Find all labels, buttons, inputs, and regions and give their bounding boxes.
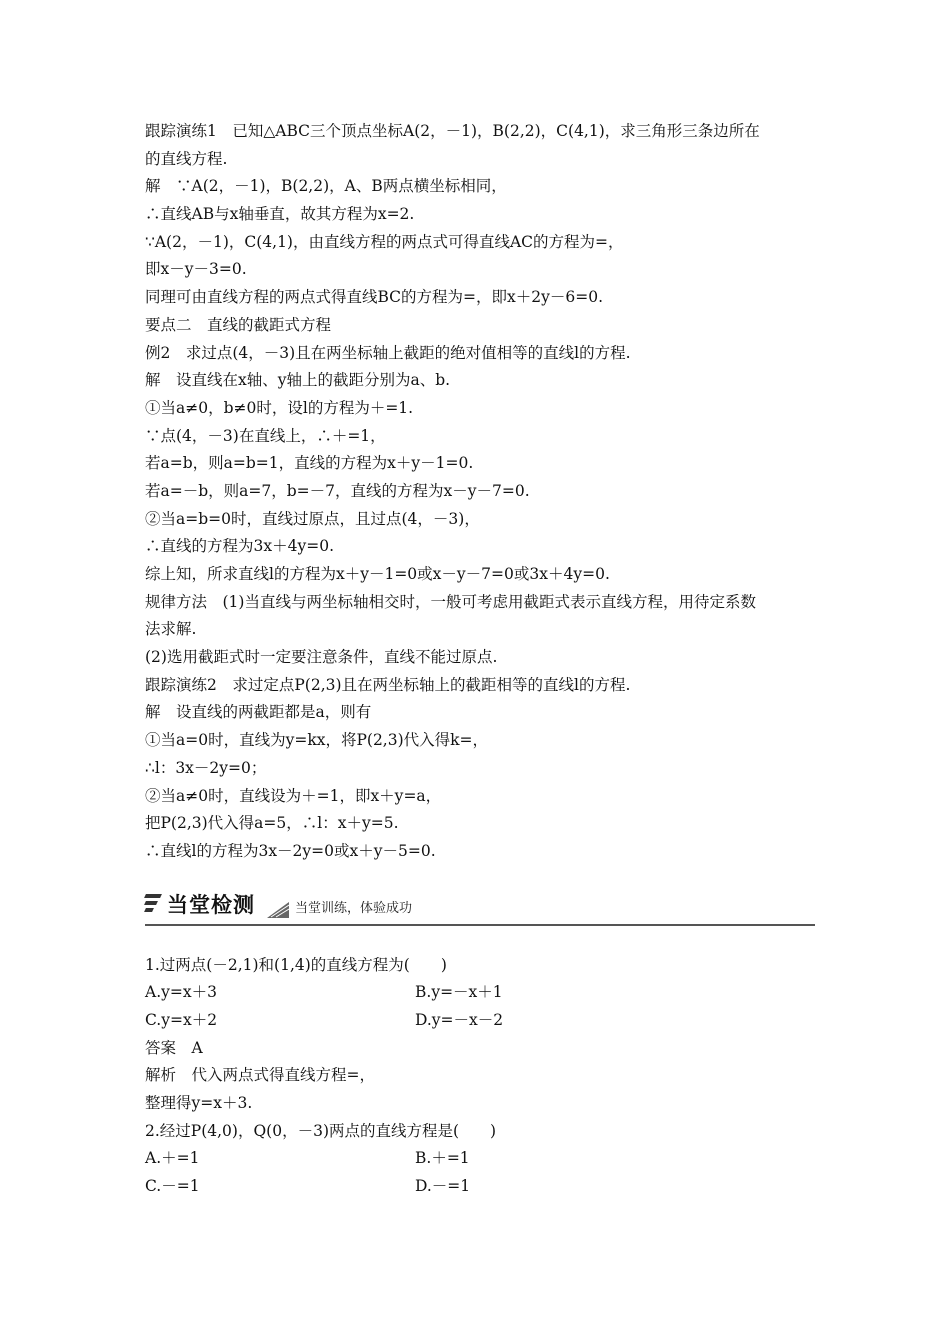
text-line: 的直线方程. — [145, 149, 228, 168]
text-line: 例2 求过点(4，－3)且在两坐标轴上截距的绝对值相等的直线l的方程. — [145, 343, 631, 362]
text-line: 即x－y－3=0. — [145, 260, 247, 279]
text-line: 规律方法 (1)当直线与两坐标轴相交时，一般可考虑用截距式表示直线方程，用待定系数 — [145, 592, 756, 611]
answer: 答案 A — [145, 1038, 203, 1057]
text-line: ②当a≠0时，直线设为＋=1，即x＋y=a， — [145, 786, 442, 805]
text-line: ∴l：3x－2y=0； — [145, 758, 267, 777]
analysis: 解析 代入两点式得直线方程=， — [145, 1066, 375, 1085]
text-line: 若a=b，则a=b=1，直线的方程为x＋y－1=0. — [145, 454, 474, 473]
text-line: (2)选用截距式时一定要注意条件，直线不能过原点. — [145, 648, 498, 667]
text-line: 同理可由直线方程的两点式得直线BC的方程为=，即x＋2y－6=0. — [145, 288, 604, 307]
option-row — [145, 979, 815, 1007]
worked-examples — [145, 118, 815, 866]
text-line: 把P(2,3)代入得a=5，∴l：x＋y=5. — [145, 814, 399, 833]
text-line: 若a=－b，则a=7，b=－7，直线的方程为x－y－7=0. — [145, 481, 530, 500]
text-line: 解 ∵A(2，－1)，B(2,2)，A、B两点横坐标相同， — [145, 177, 507, 196]
text-line: ②当a=b=0时，直线过原点，且过点(4，－3)， — [145, 509, 480, 528]
text-line: ∴直线l的方程为3x－2y=0或x＋y－5=0. — [145, 841, 436, 860]
option-row — [145, 1145, 815, 1173]
option-a: A.y=x＋3 — [145, 983, 217, 1002]
text-line: 综上知，所求直线l的方程为x＋y－1=0或x－y－7=0或3x＋4y=0. — [145, 565, 610, 583]
text-line: 跟踪演练1 已知△ABC三个顶点坐标A(2，－1)，B(2,2)，C(4,1)，求三角形三条边所在 — [145, 122, 760, 140]
text-line: ∵A(2，－1)，C(4,1)，由直线方程的两点式可得直线AC的方程为=， — [145, 232, 624, 251]
text-line: ①当a=0时，直线为y=kx，将P(2,3)代入得k=， — [145, 731, 489, 750]
text-line: ∴直线的方程为3x＋4y=0. — [145, 537, 334, 556]
option-a: A.＋=1 — [145, 1149, 200, 1168]
question-1 — [145, 952, 815, 1118]
text-line: 解 设直线的两截距都是a，则有 — [145, 703, 372, 722]
banner-title: 当堂检测 — [167, 892, 255, 917]
question-stem: 1.过两点(－2,1)和(1,4)的直线方程为( ) — [145, 955, 447, 974]
option-d: D.y=－x－2 — [415, 1010, 504, 1029]
section-heading: 要点二 直线的截距式方程 — [145, 315, 332, 334]
text-line: 跟踪演练2 求过定点P(2,3)且在两坐标轴上的截距相等的直线l的方程. — [145, 675, 631, 694]
banner-stripes-icon — [145, 894, 163, 916]
text-line: ∵点(4，－3)在直线上，∴＋=1， — [145, 426, 386, 445]
option-d: D.－=1 — [415, 1177, 471, 1196]
option-row — [145, 1007, 815, 1035]
document-page — [145, 118, 815, 1201]
banner-wedge-icon — [267, 900, 289, 918]
text-line: ①当a≠0，b≠0时，设l的方程为＋=1. — [145, 398, 414, 417]
text-line: ∴直线AB与x轴垂直，故其方程为x=2. — [145, 205, 415, 224]
text-line: 法求解. — [145, 620, 197, 639]
section-banner — [145, 888, 815, 926]
analysis-result: 整理得y=x＋3. — [145, 1094, 253, 1112]
question-stem: 2.经过P(4,0)，Q(0，－3)两点的直线方程是( ) — [145, 1121, 497, 1140]
option-b: B.＋=1 — [415, 1149, 470, 1168]
text-line: 解 设直线在x轴、y轴上的截距分别为a、b. — [145, 371, 451, 390]
option-b: B.y=－x＋1 — [415, 983, 503, 1002]
question-2 — [145, 1118, 815, 1201]
option-c: C.y=x＋2 — [145, 1010, 218, 1029]
option-row — [145, 1173, 815, 1201]
option-c: C.－=1 — [145, 1177, 200, 1196]
banner-subtitle: 当堂训练，体验成功 — [295, 900, 413, 916]
